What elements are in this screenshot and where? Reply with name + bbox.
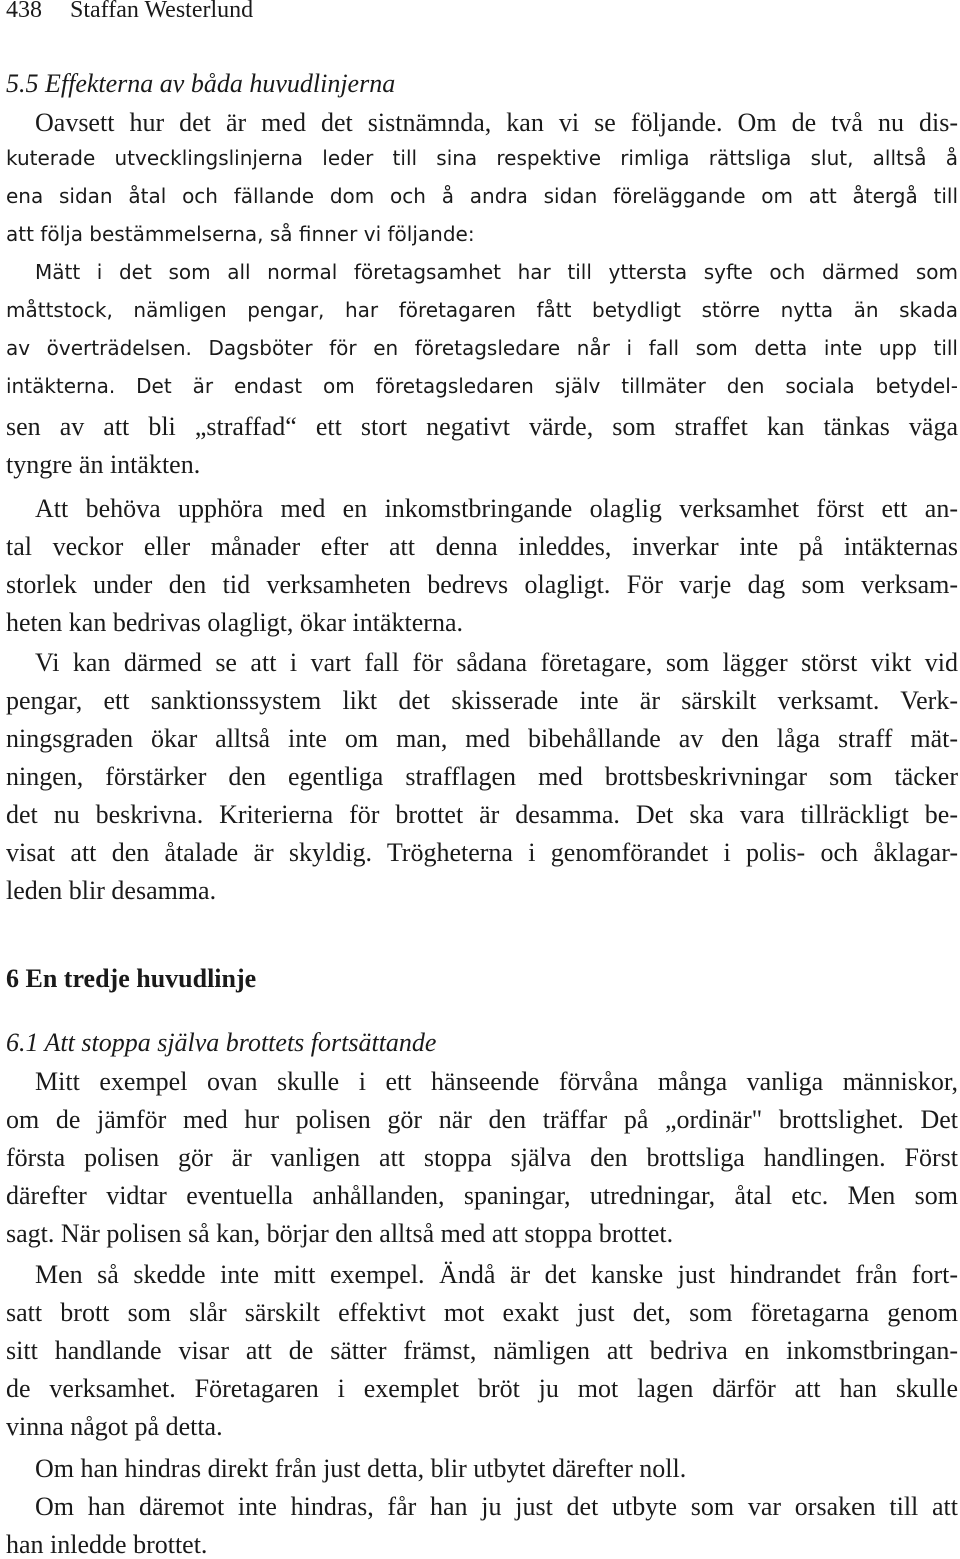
text-line: första polisen gör är vanligen att stoppa själva den brottsliga handlingen. Först [6, 1143, 958, 1172]
text-line: ningsgraden ökar alltså inte om man, med bibehållande av den låga straff mät- [6, 724, 958, 753]
text-line: tal veckor eller månader efter att denna inleddes, inverkar inte på intäkternas [6, 532, 958, 561]
section-heading: 5.5 Effekterna av båda huvudlinjerna [6, 69, 396, 98]
section-heading: 6.1 Att stoppa själva brottets fortsättande [6, 1028, 437, 1057]
text-line: om de jämför med hur polisen gör när den träffar på „ordinär" brottslighet. Det [6, 1105, 958, 1134]
text-line: Mitt exempel ovan skulle i ett hänseende förvåna många vanliga människor, [35, 1067, 958, 1096]
text-line: Mätt i det som all normal företagsamhet har till yttersta syfte och därmed som [35, 260, 958, 284]
text-line: att följa bestämmelserna, så finner vi följande: [6, 222, 475, 246]
text-line: måttstock, nämligen pengar, har företagaren fått betydligt större nytta än skada [6, 298, 958, 322]
page-number: 438 [6, 0, 42, 23]
text-line: sen av att bli „straffad“ ett stort negativt värde, som straffet kan tänkas väga [6, 412, 958, 441]
text-line: sagt. När polisen så kan, börjar den alltså med att stoppa brottet. [6, 1219, 674, 1248]
text-line: han inledde brottet. [6, 1530, 208, 1559]
text-line: de verksamhet. Företagaren i exemplet bröt ju mot lagen därför att han skulle [6, 1374, 958, 1403]
text-line: vinna något på detta. [6, 1412, 223, 1441]
text-line: satt brott som slår särskilt effektivt mot exakt just det, som företagarna genom [6, 1298, 958, 1327]
text-line: Att behöva upphöra med en inkomstbringande olaglig verksamhet först ett an- [35, 494, 958, 523]
text-line: ena sidan åtal och fällande dom och å andra sidan föreläggande om att återgå till [6, 184, 958, 208]
text-line: heten kan bedrivas olagligt, ökar intäkterna. [6, 608, 464, 637]
text-line: av överträdelsen. Dagsböter för en företagsledare når i fall som detta inte upp till [6, 336, 958, 360]
text-line: tyngre än intäkten. [6, 450, 201, 479]
running-header-author: Staffan Westerlund [70, 0, 254, 23]
text-line: kuterade utvecklingslinjerna leder till sina respektive rimliga rättsliga slut, alltså å [6, 146, 958, 170]
text-line: det nu beskrivna. Kriterierna för brottet är desamma. Det ska vara tillräckligt be- [6, 800, 958, 829]
text-line: därefter vidtar eventuella anhållanden, spaningar, utredningar, åtal etc. Men som [6, 1181, 958, 1210]
text-line: pengar, ett sanktionssystem likt det skisserade inte är särskilt verksamt. Verk- [6, 686, 958, 715]
chapter-heading: 6 En tredje huvudlinje [6, 964, 257, 993]
text-line: ningen, förstärker den egentliga strafflagen med brottsbeskrivningar som täcker [6, 762, 958, 791]
text-line: sitt handlande visar att de sätter främst, nämligen att bedriva en inkomstbringan- [6, 1336, 958, 1365]
text-line: leden blir desamma. [6, 876, 217, 905]
running-header [6, 0, 253, 24]
text-line: Vi kan därmed se att i vart fall för sådana företagare, som lägger störst vikt vid [35, 648, 958, 677]
text-line: Men så skedde inte mitt exempel. Ändå är det kanske just hindrandet från fort- [35, 1260, 958, 1289]
text-line: storlek under den tid verksamheten bedrevs olagligt. För varje dag som verksam- [6, 570, 958, 599]
text-line: Om han hindras direkt från just detta, blir utbytet därefter noll. [35, 1454, 687, 1483]
text-line: intäkterna. Det är endast om företagsledaren själv tillmäter den sociala betydel- [6, 374, 958, 398]
text-line: Oavsett hur det är med det sistnämnda, kan vi se följande. Om de två nu dis- [35, 108, 958, 137]
text-line: Om han däremot inte hindras, får han ju just det utbyte som var orsaken till att [35, 1492, 958, 1521]
text-line: visat att den åtalade är skyldig. Trögheterna i genomförandet i polis- och åklagar- [6, 838, 958, 867]
